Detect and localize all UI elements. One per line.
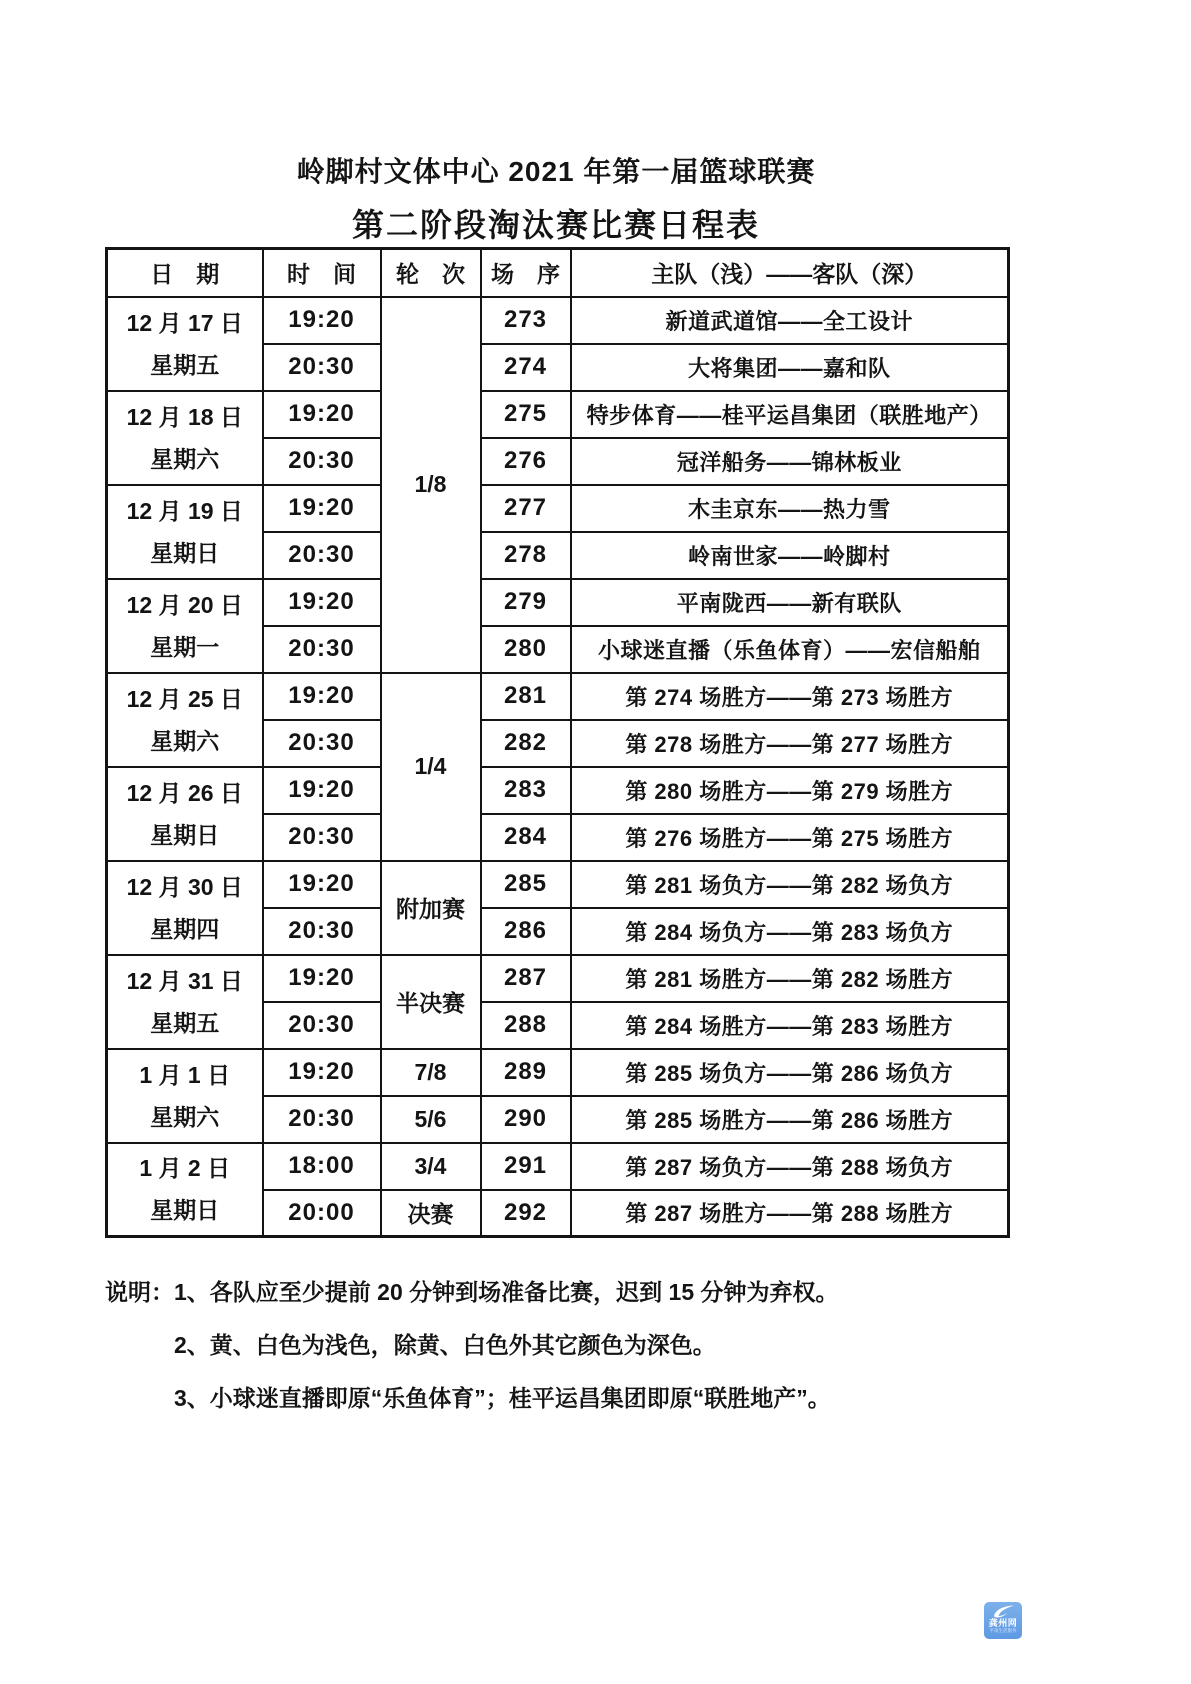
date-text: 1 月 1 日 (139, 1061, 231, 1088)
teams-cell: 第 281 场胜方——第 282 场胜方 (571, 955, 1009, 1002)
time-cell: 19:20 (263, 1049, 381, 1096)
notes-section (105, 1274, 1065, 1433)
note-item (105, 1274, 1065, 1307)
time-cell: 20:30 (263, 720, 381, 767)
round-cell: 3/4 (381, 1143, 481, 1190)
table-row (107, 579, 1009, 626)
schedule-table (105, 247, 1010, 1238)
date-text: 12 月 18 日 (126, 403, 243, 430)
weekday-text: 星期日 (150, 1197, 220, 1224)
time-cell: 20:30 (263, 532, 381, 579)
note-item: 2、黄、白色为浅色，除黄、白色外其它颜色为深色。 (174, 1332, 716, 1358)
weekday-text: 星期五 (150, 1009, 220, 1036)
note-item: 3、小球迷直播即原“乐鱼体育”；桂平运昌集团即原“联胜地产”。 (174, 1385, 831, 1411)
time-cell: 19:20 (263, 861, 381, 908)
match-number-cell: 284 (481, 814, 571, 861)
teams-cell: 第 287 场胜方——第 288 场胜方 (571, 1190, 1009, 1237)
date-text: 12 月 25 日 (126, 685, 243, 712)
time-cell: 19:20 (263, 485, 381, 532)
date-text: 1 月 2 日 (139, 1155, 231, 1182)
time-cell: 20:30 (263, 814, 381, 861)
logo-tagline: 平南生活服务 (989, 1628, 1017, 1634)
match-number-cell: 278 (481, 532, 571, 579)
time-cell: 20:30 (263, 1096, 381, 1143)
weekday-text: 星期日 (150, 821, 220, 848)
match-number-cell: 275 (481, 391, 571, 438)
date-cell (107, 955, 263, 1049)
round-cell: 半决赛 (381, 955, 481, 1049)
match-number-cell: 273 (481, 297, 571, 344)
weekday-text: 星期一 (150, 633, 220, 660)
weekday-text: 星期日 (150, 539, 220, 566)
match-number-cell: 274 (481, 344, 571, 391)
round-cell: 1/4 (381, 673, 481, 861)
date-cell (107, 861, 263, 955)
date-text: 12 月 31 日 (126, 967, 243, 994)
teams-cell: 新道武道馆——全工设计 (571, 297, 1009, 344)
time-cell: 19:20 (263, 673, 381, 720)
teams-cell: 平南陇西——新有联队 (571, 579, 1009, 626)
match-number-cell: 277 (481, 485, 571, 532)
date-text: 12 月 19 日 (126, 497, 243, 524)
teams-cell: 木圭京东——热力雪 (571, 485, 1009, 532)
teams-cell: 岭南世家——岭脚村 (571, 532, 1009, 579)
swoosh-icon (991, 1605, 1015, 1618)
time-cell: 19:20 (263, 767, 381, 814)
document-title: 岭脚村文体中心 2021 年第一届篮球联赛 (296, 156, 816, 187)
teams-cell: 第 284 场胜方——第 283 场胜方 (571, 1002, 1009, 1049)
date-text: 12 月 17 日 (126, 309, 243, 336)
time-cell: 19:20 (263, 955, 381, 1002)
date-cell (107, 767, 263, 861)
weekday-text: 星期六 (150, 1103, 220, 1130)
table-row (107, 1143, 1009, 1190)
date-cell (107, 579, 263, 673)
time-cell: 20:00 (263, 1190, 381, 1237)
match-number-cell: 282 (481, 720, 571, 767)
time-cell: 19:20 (263, 579, 381, 626)
table-row (107, 861, 1009, 908)
round-cell: 决赛 (381, 1190, 481, 1237)
notes-label: 说明： (105, 1279, 174, 1305)
time-cell: 19:20 (263, 297, 381, 344)
teams-cell: 大将集团——嘉和队 (571, 344, 1009, 391)
teams-cell: 第 285 场负方——第 286 场负方 (571, 1049, 1009, 1096)
round-cell: 1/8 (381, 297, 481, 673)
time-cell: 20:30 (263, 1002, 381, 1049)
time-cell: 20:30 (263, 344, 381, 391)
match-number-cell: 280 (481, 626, 571, 673)
header-row (107, 249, 1009, 297)
weekday-text: 星期四 (150, 915, 220, 942)
match-number-cell: 279 (481, 579, 571, 626)
logo-name: 龚州网 (988, 1618, 1018, 1628)
date-cell (107, 673, 263, 767)
header-time: 时 间 (263, 249, 381, 297)
header-teams: 主队（浅）——客队（深） (571, 249, 1009, 297)
match-number-cell: 291 (481, 1143, 571, 1190)
table-row (107, 955, 1009, 1002)
teams-cell: 冠洋船务——锦林板业 (571, 438, 1009, 485)
match-number-cell: 288 (481, 1002, 571, 1049)
note-text: 1、各队应至少提前 20 分钟到场准备比赛，迟到 15 分钟为弃权。 (174, 1279, 839, 1305)
weekday-text: 星期六 (150, 445, 220, 472)
round-cell: 附加赛 (381, 861, 481, 955)
date-text: 12 月 26 日 (126, 779, 243, 806)
header-date: 日 期 (107, 249, 263, 297)
header-match: 场 序 (481, 249, 571, 297)
date-cell (107, 391, 263, 485)
match-number-cell: 276 (481, 438, 571, 485)
weekday-text: 星期五 (150, 351, 220, 378)
time-cell: 19:20 (263, 391, 381, 438)
teams-cell: 第 281 场负方——第 282 场负方 (571, 861, 1009, 908)
date-cell (107, 1143, 263, 1237)
table-row (107, 297, 1009, 344)
document-subtitle: 第二阶段淘汰赛比赛日程表 (351, 207, 760, 243)
match-number-cell: 281 (481, 673, 571, 720)
weekday-text: 星期六 (150, 727, 220, 754)
table-row (107, 767, 1009, 814)
match-number-cell: 287 (481, 955, 571, 1002)
match-number-cell: 290 (481, 1096, 571, 1143)
time-cell: 20:30 (263, 626, 381, 673)
teams-cell: 第 274 场胜方——第 273 场胜方 (571, 673, 1009, 720)
round-cell: 5/6 (381, 1096, 481, 1143)
header-round: 轮 次 (381, 249, 481, 297)
match-number-cell: 292 (481, 1190, 571, 1237)
table-row (107, 673, 1009, 720)
match-number-cell: 286 (481, 908, 571, 955)
table-row (107, 391, 1009, 438)
time-cell: 20:30 (263, 438, 381, 485)
match-number-cell: 285 (481, 861, 571, 908)
teams-cell: 小球迷直播（乐鱼体育）——宏信船舶 (571, 626, 1009, 673)
teams-cell: 第 287 场负方——第 288 场负方 (571, 1143, 1009, 1190)
time-cell: 18:00 (263, 1143, 381, 1190)
teams-cell: 第 278 场胜方——第 277 场胜方 (571, 720, 1009, 767)
match-number-cell: 289 (481, 1049, 571, 1096)
teams-cell: 特步体育——桂平运昌集团（联胜地产） (571, 391, 1009, 438)
match-number-cell: 283 (481, 767, 571, 814)
teams-cell: 第 276 场胜方——第 275 场胜方 (571, 814, 1009, 861)
table-row (107, 485, 1009, 532)
teams-cell: 第 284 场负方——第 283 场负方 (571, 908, 1009, 955)
date-cell (107, 485, 263, 579)
date-cell (107, 1049, 263, 1143)
time-cell: 20:30 (263, 908, 381, 955)
round-cell: 7/8 (381, 1049, 481, 1096)
site-watermark-logo (984, 1602, 1022, 1639)
date-text: 12 月 20 日 (126, 591, 243, 618)
teams-cell: 第 280 场胜方——第 279 场胜方 (571, 767, 1009, 814)
date-text: 12 月 30 日 (126, 873, 243, 900)
date-cell (107, 297, 263, 391)
table-row (107, 1049, 1009, 1096)
teams-cell: 第 285 场胜方——第 286 场胜方 (571, 1096, 1009, 1143)
